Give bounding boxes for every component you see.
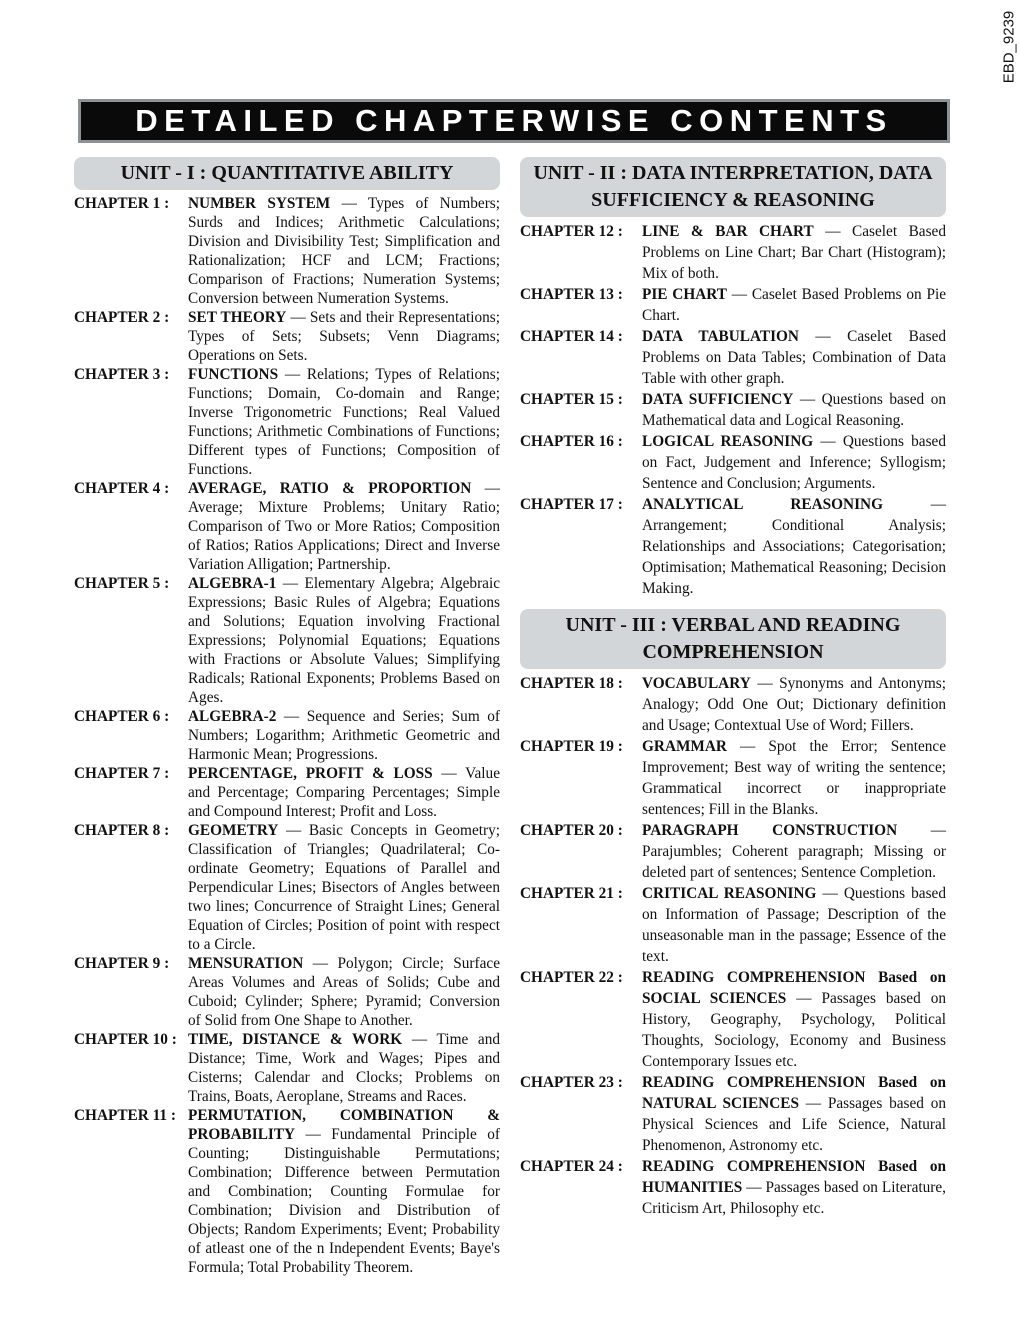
chapter-entry — [74, 308, 500, 365]
chapter-entry — [520, 431, 946, 494]
chapter-entry — [74, 821, 500, 954]
chapter-entry — [520, 221, 946, 284]
chapter-text — [642, 389, 946, 431]
chapter-description: — Time and Distance; Time, Work and Wages; Pipes and Cisterns; Calendar and Clocks; Problems on Trains, Boats, Aeroplane, Streams and Races. — [188, 1031, 501, 1105]
chapter-text — [642, 1072, 946, 1156]
chapter-text — [188, 707, 500, 764]
chapter-entry — [74, 954, 500, 1030]
chapter-title: READING COMPREHENSION Based on NATURAL SCIENCES — [642, 1074, 946, 1112]
chapter-label: CHAPTER 12 : — [520, 223, 623, 240]
chapter-title: ALGEBRA-1 — [188, 575, 277, 592]
chapter-entry — [520, 820, 946, 883]
chapter-title: MENSURATION — [188, 955, 304, 972]
chapter-title: PERMUTATION, COMBINATION & PROBABILITY — [188, 1107, 500, 1143]
chapter-description: — Arrangement; Conditional Analysis; Relationships and Associations; Categorisation; Optimisation; Mathematical Reasoning; Decision Making. — [642, 496, 946, 597]
chapter-label: CHAPTER 23 : — [520, 1074, 623, 1091]
chapter-text — [188, 764, 500, 821]
chapter-label: CHAPTER 24 : — [520, 1158, 623, 1175]
chapter-label: CHAPTER 7 : — [74, 765, 170, 782]
unit-heading: UNIT - II : DATA INTERPRETATION, DATA SUFFICIENCY & REASONING — [520, 157, 946, 217]
chapter-text — [188, 821, 500, 954]
chapter-text — [188, 1106, 500, 1277]
chapter-text — [188, 1030, 500, 1106]
chapter-entry — [74, 479, 500, 574]
chapter-title: LINE & BAR CHART — [642, 223, 814, 240]
chapter-label: CHAPTER 8 : — [74, 822, 170, 839]
chapter-description: — Passages based on Literature, Criticism Art, Philosophy etc. — [642, 1179, 946, 1217]
chapter-description: — Value and Percentage; Comparing Percentages; Simple and Compound Interest; Profit and Loss. — [188, 765, 500, 820]
chapter-title: NUMBER SYSTEM — [188, 195, 331, 212]
chapter-description: — Passages based on Physical Sciences and Life Science, Natural Phenomenon, Astronomy etc. — [642, 1095, 946, 1154]
chapter-title: READING COMPREHENSION Based on HUMANITIES — [642, 1158, 946, 1196]
chapter-entry — [520, 1072, 946, 1156]
chapter-text — [642, 1156, 946, 1219]
chapter-description: — Polygon; Circle; Surface Areas Volumes and Areas of Solids; Cube and Cuboid; Cylinder; Sphere; Pyramid; Conversion of Solid from One Shape to Another. — [188, 955, 500, 1029]
chapter-label: CHAPTER 3 : — [74, 366, 170, 383]
chapter-label: CHAPTER 4 : — [74, 480, 170, 497]
chapter-text — [642, 494, 946, 599]
chapter-description: — Questions based on Fact, Judgement and Inference; Syllogism; Sentence and Conclusion; Arguments. — [642, 433, 946, 492]
chapter-description: — Sequence and Series; Sum of Numbers; Logarithm; Arithmetic Geometric and Harmonic Mean; Progressions. — [188, 708, 500, 763]
chapter-text — [642, 883, 946, 967]
chapter-title: TIME, DISTANCE & WORK — [188, 1031, 403, 1048]
chapter-label: CHAPTER 20 : — [520, 822, 623, 839]
chapter-title: DATA SUFFICIENCY — [642, 391, 794, 408]
chapter-label: CHAPTER 14 : — [520, 328, 623, 345]
chapter-entry — [74, 764, 500, 821]
chapter-label: CHAPTER 1 : — [74, 195, 170, 212]
chapter-entry — [520, 326, 946, 389]
unit-heading: UNIT - I : QUANTITATIVE ABILITY — [74, 157, 500, 190]
chapter-title: AVERAGE, RATIO & PROPORTION — [188, 480, 472, 497]
chapter-text — [642, 326, 946, 389]
chapter-label: CHAPTER 15 : — [520, 391, 623, 408]
chapter-entry — [520, 736, 946, 820]
chapter-title: DATA TABULATION — [642, 328, 799, 345]
chapter-description: — Caselet Based Problems on Line Chart; Bar Chart (Histogram); Mix of both. — [642, 223, 946, 282]
chapter-text — [188, 365, 500, 479]
chapter-description: — Synonyms and Antonyms; Analogy; Odd One Out; Dictionary definition and Usage; Contextual Use of Word; Fillers. — [642, 675, 946, 734]
chapter-text — [642, 673, 946, 736]
unit-heading: UNIT - III : VERBAL AND READING COMPREHENSION — [520, 609, 946, 669]
chapter-description: — Average; Mixture Problems; Unitary Ratio; Comparison of Two or More Ratios; Composition of Ratios; Ratios Applications; Direct and Inverse Variation Alligation; Partnership. — [188, 480, 501, 573]
chapter-entry — [520, 967, 946, 1072]
chapter-entry — [74, 365, 500, 479]
chapter-label: CHAPTER 17 : — [520, 496, 623, 513]
chapter-entry — [74, 1030, 500, 1106]
document-code — [1000, 2, 1018, 92]
chapter-title: FUNCTIONS — [188, 366, 279, 383]
chapter-description: — Passages based on History, Geography, Psychology, Political Thoughts, Sociology, Economy and Business Contemporary Issues etc. — [642, 990, 946, 1070]
chapter-label: CHAPTER 11 : — [74, 1107, 176, 1124]
chapter-text — [642, 221, 946, 284]
chapter-label: CHAPTER 18 : — [520, 675, 623, 692]
chapter-label: CHAPTER 16 : — [520, 433, 623, 450]
chapter-label: CHAPTER 10 : — [74, 1031, 177, 1048]
chapter-label: CHAPTER 6 : — [74, 708, 170, 725]
chapter-entry — [74, 194, 500, 308]
chapter-text — [642, 431, 946, 494]
chapter-label: CHAPTER 2 : — [74, 309, 170, 326]
chapter-entry — [74, 1106, 500, 1277]
chapter-title: PARAGRAPH CONSTRUCTION — [642, 822, 898, 839]
chapter-title: ALGEBRA-2 — [188, 708, 277, 725]
chapter-label: CHAPTER 19 : — [520, 738, 623, 755]
chapter-text — [188, 479, 500, 574]
unit-section — [520, 609, 946, 1219]
chapter-text — [188, 954, 500, 1030]
chapter-title: SET THEORY — [188, 309, 287, 326]
chapter-text — [188, 308, 500, 365]
chapter-title: GEOMETRY — [188, 822, 279, 839]
chapter-text — [188, 194, 500, 308]
unit-section — [520, 157, 946, 599]
chapter-description: — Types of Numbers; Surds and Indices; Arithmetic Calculations; Division and Divisibility Test; Simplification and Rationalization; HCF and LCM; Fractions; Comparison of Fractions; Numeration Systems; Conversion between Numeration Systems. — [188, 195, 500, 307]
chapter-entry — [74, 574, 500, 707]
chapter-description: — Caselet Based Problems on Pie Chart. — [642, 286, 946, 324]
chapter-entry — [520, 673, 946, 736]
chapter-description: — Elementary Algebra; Algebraic Expressions; Basic Rules of Algebra; Equations and Solutions; Equation involving Fractional Expressions; Polynomial Equations; Equations with Fractions or Absolute Values; Simplifying Radicals; Rational Exponents; Problems Based on Ages. — [188, 575, 500, 706]
chapter-text — [642, 820, 946, 883]
chapter-title: ANALYTICAL REASONING — [642, 496, 883, 513]
chapter-entry — [520, 389, 946, 431]
chapter-description: — Parajumbles; Coherent paragraph; Missing or deleted part of sentences; Sentence Completion. — [642, 822, 947, 881]
chapter-description: — Relations; Types of Relations; Functions; Domain, Co-domain and Range; Inverse Trigonometric Functions; Real Valued Functions; Arithmetic Combinations of Functions; Different types of Functions; Composition of Functions. — [188, 366, 500, 478]
chapter-title: CRITICAL REASONING — [642, 885, 817, 902]
chapter-title: LOGICAL REASONING — [642, 433, 814, 450]
unit-section — [74, 157, 500, 1277]
left-column — [74, 157, 500, 1277]
right-column — [520, 157, 946, 1219]
chapter-description: — Questions based on Information of Passage; Description of the unseasonable man in the passage; Essence of the text. — [642, 885, 946, 965]
document-code-text: EBD_9239 — [1000, 10, 1018, 84]
chapter-entry — [520, 284, 946, 326]
chapter-description: — Sets and their Representations; Types of Sets; Subsets; Venn Diagrams; Operations on Sets. — [188, 309, 500, 364]
chapter-description: — Questions based on Mathematical data and Logical Reasoning. — [642, 391, 946, 429]
chapter-description: — Caselet Based Problems on Data Tables; Combination of Data Table with other graph. — [642, 328, 947, 387]
chapter-label: CHAPTER 21 : — [520, 885, 623, 902]
chapter-description: — Fundamental Principle of Counting; Distinguishable Permutations; Combination; Difference between Permutation and Combination; Counting Formulae for Combination; Division and Distribution of Objects; Random Experiments; Event; Probability of atleast one of the n Independent Events; Baye's Formula; Total Probability Theorem. — [188, 1126, 500, 1276]
chapter-entry — [74, 707, 500, 764]
chapter-text — [642, 967, 946, 1072]
chapter-description: — Basic Concepts in Geometry; Classification of Triangles; Quadrilateral; Co-ordinate Geometry; Equations of Parallel and Perpendicular Lines; Bisectors of Angles between two lines; Concurrence of Straight Lines; General Equation of Circles; Position of point with respect to a Circle. — [188, 822, 500, 953]
page-title: DETAILED CHAPTERWISE CONTENTS — [78, 99, 950, 143]
chapter-label: CHAPTER 9 : — [74, 955, 170, 972]
chapter-text — [188, 574, 500, 707]
chapter-entry — [520, 883, 946, 967]
chapter-entry — [520, 1156, 946, 1219]
chapter-title: PERCENTAGE, PROFIT & LOSS — [188, 765, 433, 782]
chapter-label: CHAPTER 22 : — [520, 969, 623, 986]
chapter-text — [642, 736, 946, 820]
chapter-entry — [520, 494, 946, 599]
chapter-label: CHAPTER 5 : — [74, 575, 170, 592]
chapter-text — [642, 284, 946, 326]
chapter-title: GRAMMAR — [642, 738, 727, 755]
chapter-description: — Spot the Error; Sentence Improvement; Best way of writing the sentence; Grammatical incorrect or inappropriate sentences; Fill in the Blanks. — [642, 738, 946, 818]
chapter-label: CHAPTER 13 : — [520, 286, 623, 303]
chapter-title: VOCABULARY — [642, 675, 751, 692]
chapter-title: PIE CHART — [642, 286, 727, 303]
chapter-title: READING COMPREHENSION Based on SOCIAL SCIENCES — [642, 969, 946, 1007]
